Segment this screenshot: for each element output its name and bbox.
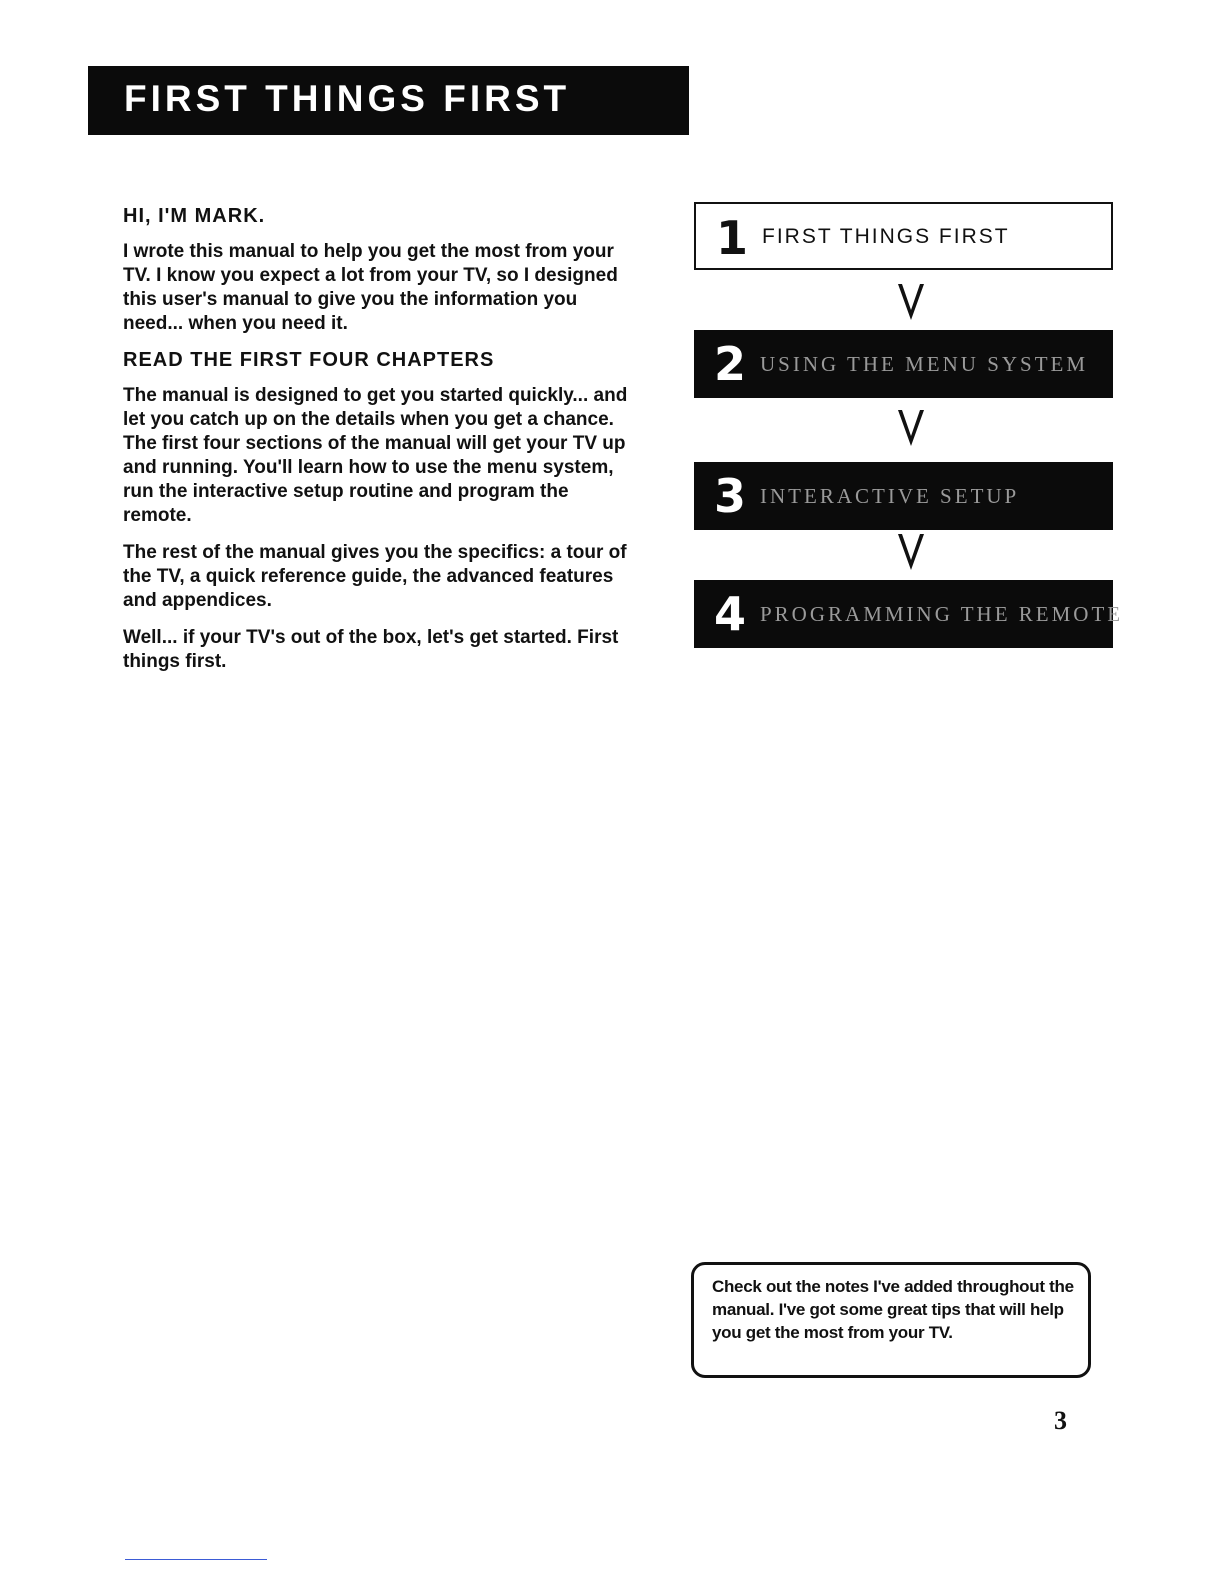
intro-paragraph: I wrote this manual to help you get the most from your TV. I know you expect a lot from your TV, so I designed this user's manual to give you the information you need... when you need it. (123, 241, 618, 334)
chevron-down-icon (896, 280, 926, 324)
chapter-2-label: USING THE MENU SYSTEM (760, 352, 1089, 376)
intro-heading: HI, I'M MARK. (123, 205, 266, 227)
chapter-2-number: 2 (714, 337, 747, 391)
chapter-2-box (694, 330, 1113, 398)
page-number: 3 (1054, 1406, 1067, 1435)
chapter-3-box (694, 462, 1113, 530)
read-section-heading: READ THE FIRST FOUR CHAPTERS (123, 349, 495, 371)
chapter-3-number: 3 (714, 469, 747, 523)
chapter-title-bar (88, 66, 689, 135)
chapter-3-label: INTERACTIVE SETUP (760, 484, 1020, 508)
chapter-1-box (694, 202, 1113, 270)
chapter-1-number: 1 (716, 211, 749, 265)
footer-rule (125, 1559, 267, 1560)
page-title: FIRST THINGS FIRST (124, 78, 571, 119)
tip-note-text: Check out the notes I've added throughout the manual. I've got some great tips that will help you get the most from your TV. (712, 1277, 1074, 1342)
chevron-down-icon (896, 530, 926, 574)
chapter-4-label: PROGRAMMING THE REMOTE (760, 602, 1124, 626)
chapter-1-label: FIRST THINGS FIRST (762, 225, 1010, 248)
read-paragraph-1: The manual is designed to get you started quickly... and let you catch up on the details when you get a chance. The first four sections of the manual will get your TV up and running. You'll learn how to use the menu system, run the interactive setup routine and program the remote. (123, 385, 628, 526)
tip-note-box (691, 1262, 1091, 1378)
read-paragraph-2: The rest of the manual gives you the specifics: a tour of the TV, a quick reference guide, the advanced features and appendices. (123, 542, 627, 611)
chapter-4-number: 4 (714, 587, 747, 641)
chapter-4-box (694, 580, 1124, 648)
main-text-column (123, 205, 633, 687)
chevron-down-icon (896, 406, 926, 450)
read-paragraph-3: Well... if your TV's out of the box, let's get started. First things first. (123, 627, 619, 672)
